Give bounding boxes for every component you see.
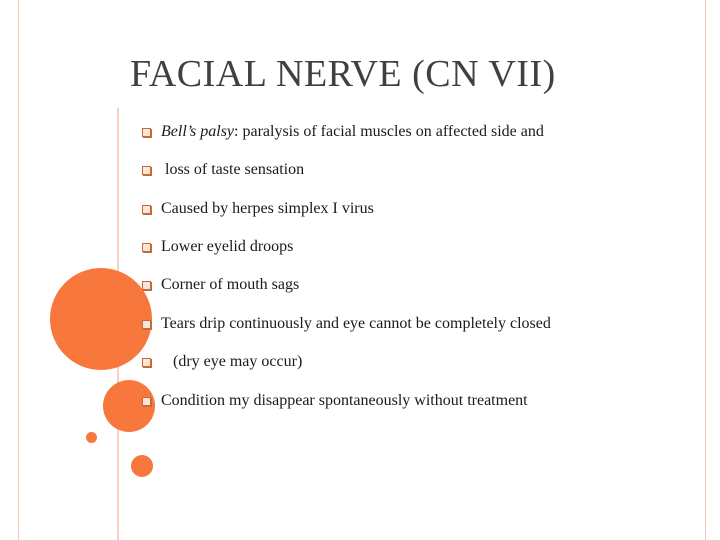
slide-frame-right-line bbox=[705, 0, 706, 540]
checkbox-bullet-icon bbox=[142, 281, 151, 290]
bullet-text: Caused by herpes simplex I virus bbox=[161, 200, 374, 217]
checkbox-bullet-icon bbox=[142, 320, 151, 329]
checkbox-bullet-icon bbox=[142, 128, 151, 137]
checkbox-bullet-icon bbox=[142, 243, 151, 252]
decorative-circle-large bbox=[50, 268, 152, 370]
bullet-text: (dry eye may occur) bbox=[161, 353, 303, 370]
bullet-text: Condition my disappear spontaneously without treatment bbox=[161, 392, 528, 409]
bullet-item bbox=[142, 235, 293, 259]
bullet-item bbox=[142, 350, 302, 374]
bullet-text: Tears drip continuously and eye cannot be completely closed bbox=[161, 315, 551, 332]
bullet-list bbox=[142, 0, 702, 540]
bullet-lead-term: Bell’s palsy bbox=[161, 123, 235, 140]
checkbox-bullet-icon bbox=[142, 166, 151, 175]
bullet-item bbox=[142, 120, 544, 144]
bullet-item bbox=[142, 197, 374, 221]
checkbox-bullet-icon bbox=[142, 358, 151, 367]
bullet-item bbox=[142, 273, 299, 297]
bullet-item bbox=[142, 312, 551, 336]
bullet-text: Corner of mouth sags bbox=[161, 276, 300, 293]
bullet-text: Lower eyelid droops bbox=[161, 238, 294, 255]
bullet-item bbox=[142, 158, 304, 182]
bullet-item bbox=[142, 389, 528, 413]
bullet-text: loss of taste sensation bbox=[161, 161, 305, 178]
bullet-text: : paralysis of facial muscles on affected side and bbox=[234, 123, 544, 140]
checkbox-bullet-icon bbox=[142, 205, 151, 214]
slide-title: FACIAL NERVE (CN VII) bbox=[130, 53, 556, 95]
slide-frame-left-line bbox=[18, 0, 19, 540]
checkbox-bullet-icon bbox=[142, 397, 151, 406]
decorative-circle-tiny bbox=[86, 432, 97, 443]
